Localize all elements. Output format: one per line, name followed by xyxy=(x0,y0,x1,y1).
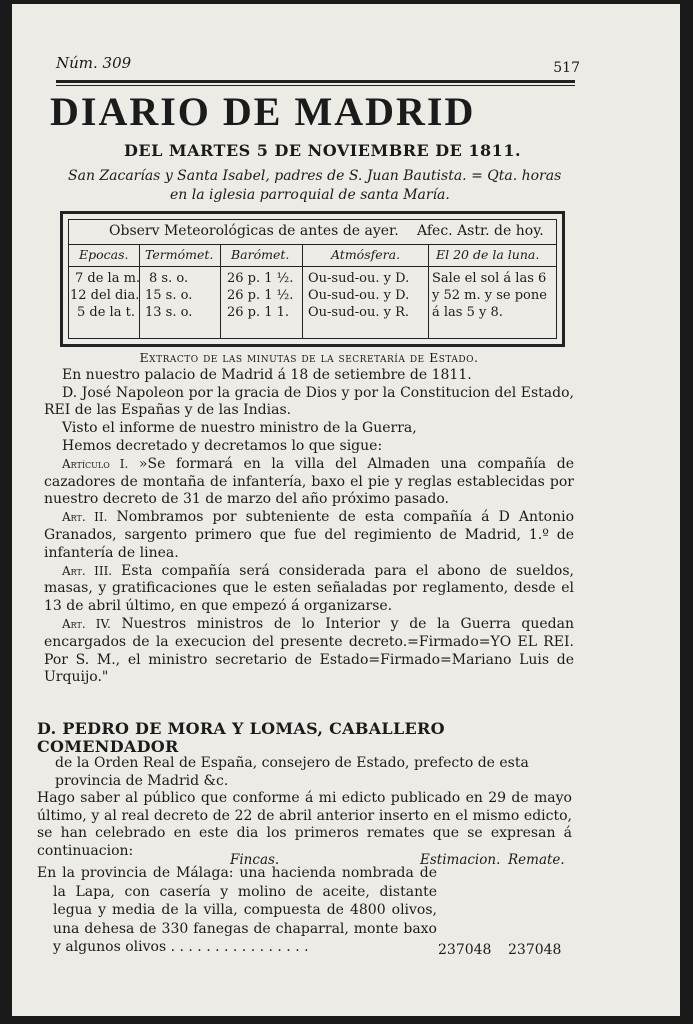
cell-termo: 15 s. o. xyxy=(145,288,193,303)
meteo-title-right: Afec. Astr. de hoy. xyxy=(417,223,544,239)
meteo-row xyxy=(69,271,556,288)
finca-entry xyxy=(37,864,437,957)
decree-section xyxy=(44,349,574,687)
article-text: Nombramos por subteniente de esta compañía á D Antonio Granados, sargento primero que fue del regimiento de Madrid, 1.º de infantería de linea. xyxy=(44,509,575,561)
col-termometro: Termómet. xyxy=(145,247,214,262)
issue-date: DEL MARTES 5 DE NOVIEMBRE DE 1811. xyxy=(124,141,522,160)
saints-line-2: en la iglesia parroquial de santa María. xyxy=(170,187,450,203)
article-label: Art. II. xyxy=(62,510,108,525)
decree-heading: Extracto de las minutas de la secretaría de Estado. xyxy=(139,350,479,365)
astro-line: Sale el sol á las 6 xyxy=(432,271,547,286)
header-rule xyxy=(56,80,575,83)
article-1 xyxy=(44,456,574,509)
col-atmosfera: Atmósfera. xyxy=(331,247,401,262)
meteo-row xyxy=(69,305,556,322)
issue-number: Núm. 309 xyxy=(56,54,132,72)
astro-line: y 52 m. y se pone xyxy=(432,288,547,303)
cell-epoca: 5 de la t. xyxy=(77,305,135,320)
col-barometro: Barómet. xyxy=(231,247,290,262)
edict-section xyxy=(37,720,572,860)
meteo-title-row xyxy=(69,220,556,245)
cell-baro: 26 p. 1 ½. xyxy=(227,288,294,303)
finca-description: En la provincia de Málaga: una hacienda nombrada de la Lapa, con casería y molino de aceite, distante legua y media de la villa, compuesta de 4800 olivos, una dehesa de 330 fanegas de chaparral, monte baxo y algunos olivos . . . . . . . . . . . . . . . . xyxy=(37,865,437,955)
edict-heading: D. PEDRO DE MORA Y LOMAS, CABALLERO COMENDADOR xyxy=(37,719,445,756)
masthead-title: DIARIO DE MADRID xyxy=(50,89,476,134)
astro-line: á las 5 y 8. xyxy=(432,305,503,320)
col-remate-header: Remate. xyxy=(508,852,565,868)
header-rule-thin xyxy=(56,85,575,86)
article-label: Art. III. xyxy=(62,563,113,578)
cell-epoca: 7 de la m. xyxy=(75,271,141,286)
col-estimacion-header: Estimacion. xyxy=(420,852,501,868)
cell-baro: 26 p. 1 ½. xyxy=(227,271,294,286)
edict-text: Hago saber al público que conforme á mi edicto publicado en 29 de mayo último, y al real decreto de 22 de abril anterior inserto en el mismo edicto, se han celebrado en este dia los primeros remates que se expresan á continuacion: xyxy=(37,790,572,859)
decree-place: En nuestro palacio de Madrid á 18 de setiembre de 1811. xyxy=(62,366,472,383)
article-text: Nuestros ministros de lo Interior y de la Guerra quedan encargados de la execucion del presente decreto.=Firmado=YO EL REI. Por S. M., el ministro secretario de Estado=Firmado=Mariano Luis de Urquijo." xyxy=(44,615,575,686)
article-text: »Se formará en la villa del Almaden una compañía de cazadores de montaña de infantería, baxo el pie y reglas establecidas por nuestro decreto de 31 de marzo del año próximo pasado. xyxy=(44,455,575,508)
cell-atmos: Ou-sud-ou. y R. xyxy=(308,305,410,320)
decree-king: D. José Napoleon por la gracia de Dios y por la Constitucion del Estado, REI de las Españas y de las Indias. xyxy=(44,384,574,419)
meteo-row xyxy=(69,288,556,305)
col-fincas-header: Fincas. xyxy=(230,852,280,868)
col-luna: El 20 de la luna. xyxy=(436,247,540,262)
page-number: 517 xyxy=(553,60,580,76)
finca-remate: 237048 xyxy=(508,942,562,958)
saints-line-1: San Zacarías y Santa Isabel, padres de S. Juan Bautista. = Qta. horas xyxy=(68,168,562,184)
article-text: Esta compañía será considerada para el abono de sueldos, masas, y gratificaciones que le esten señaladas por reglamento, desde el 13 de abril último, en que empezó á organizarse. xyxy=(44,562,574,615)
newspaper-page xyxy=(12,4,680,1016)
article-4 xyxy=(44,616,574,687)
cell-termo: 13 s. o. xyxy=(145,305,193,320)
meteo-column-headers xyxy=(69,244,556,267)
col-epocas: Epocas. xyxy=(79,247,129,262)
meteo-title-left: Observ Meteorológicas de antes de ayer. xyxy=(109,223,399,239)
cell-atmos: Ou-sud-ou. y D. xyxy=(308,271,410,286)
article-3 xyxy=(44,563,574,616)
edict-subheading: de la Orden Real de España, consejero de Estado, prefecto de esta provincia de Madrid &c. xyxy=(55,755,529,789)
article-label: Art. IV. xyxy=(62,616,111,631)
decree-visto: Visto el informe de nuestro ministro de la Guerra, xyxy=(62,420,417,437)
decree-hemos: Hemos decretado y decretamos lo que sigue: xyxy=(62,437,383,454)
cell-baro: 26 p. 1 1. xyxy=(227,305,290,320)
cell-atmos: Ou-sud-ou. y D. xyxy=(308,288,410,303)
article-2 xyxy=(44,509,574,562)
finca-estimacion: 237048 xyxy=(438,942,492,958)
cell-termo: 8 s. o. xyxy=(149,271,189,286)
cell-epoca: 12 del dia. xyxy=(70,288,140,303)
meteorological-table xyxy=(60,211,565,347)
article-label: Artículo I. xyxy=(62,456,129,471)
